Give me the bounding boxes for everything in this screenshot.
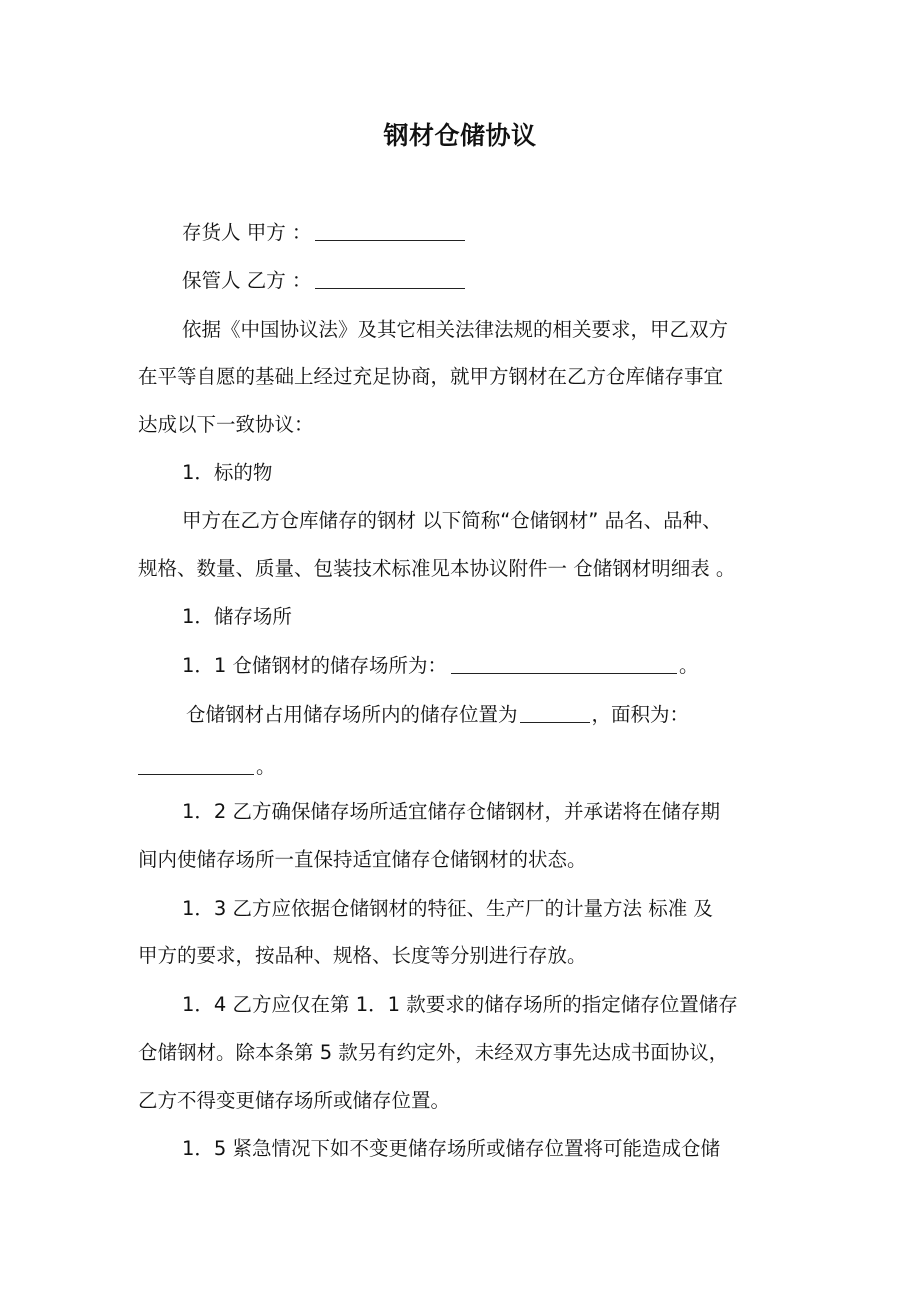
party-b-blank <box>315 287 465 289</box>
paragraph-line: 依据《中国协议法》及其它相关法律法规的相关要求，甲乙双方 <box>182 318 729 341</box>
party-b-label: 保管人 乙方 ： <box>182 269 312 292</box>
paragraph-line: 1．3 乙方应依据仓储钢材的特征、生产厂的计量方法 标准 及 <box>182 897 713 920</box>
storage-place-blank <box>451 672 677 674</box>
document-title: 钢材仓储协议 <box>383 121 537 150</box>
area-blank <box>138 773 254 775</box>
section-heading: 1．标的物 <box>182 461 273 484</box>
storage-position-text: 仓储钢材占用储存场所内的储存位置为 <box>186 703 518 726</box>
paragraph-line: 乙方不得变更储存场所或储存位置。 <box>138 1089 451 1112</box>
paragraph-line: 达成以下一致协议： <box>138 413 314 436</box>
paragraph-line: 规格、数量、质量、包装技术标准见本协议附件一 仓储钢材明细表 。 <box>138 557 736 580</box>
paragraph-line: 甲方在乙方仓库储存的钢材 以下简称“仓储钢材” 品名、品种、 <box>182 509 722 532</box>
paragraph-line: 1．4 乙方应仅在第 1．1 款要求的储存场所的指定储存位置储存 <box>182 993 738 1016</box>
party-a-blank <box>315 239 465 241</box>
paragraph-line: 仓储钢材。除本条第 5 款另有约定外，未经双方事先达成书面协议， <box>138 1041 729 1064</box>
area-line <box>138 751 276 783</box>
clause-1-1-suffix: 。 <box>679 654 699 677</box>
paragraph-line: 甲方的要求，按品种、规格、长度等分别进行存放。 <box>138 944 587 967</box>
party-b-line <box>182 265 467 297</box>
clause-1-1-text: 1．1 仓储钢材的储存场所为： <box>182 654 448 677</box>
paragraph-line: 间内使储存场所一直保持适宜储存仓储钢材的状态。 <box>138 848 587 871</box>
paragraph-line: 在平等自愿的基础上经过充足协商，就甲方钢材在乙方仓库储存事宜 <box>138 365 724 388</box>
paragraph-line: 1．5 紧急情况下如不变更储存场所或储存位置将可能造成仓储 <box>182 1137 721 1160</box>
section-heading: 1．储存场所 <box>182 605 292 628</box>
party-a-label: 存货人 甲方 ： <box>182 221 312 244</box>
area-label: ，面积为： <box>591 703 690 726</box>
storage-position-line <box>186 699 689 731</box>
storage-position-blank <box>520 721 590 723</box>
party-a-line <box>182 217 467 249</box>
area-suffix: 。 <box>256 755 276 778</box>
clause-1-1-line <box>182 650 699 682</box>
paragraph-line: 1．2 乙方确保储存场所适宜储存仓储钢材，并承诺将在储存期 <box>182 800 721 823</box>
